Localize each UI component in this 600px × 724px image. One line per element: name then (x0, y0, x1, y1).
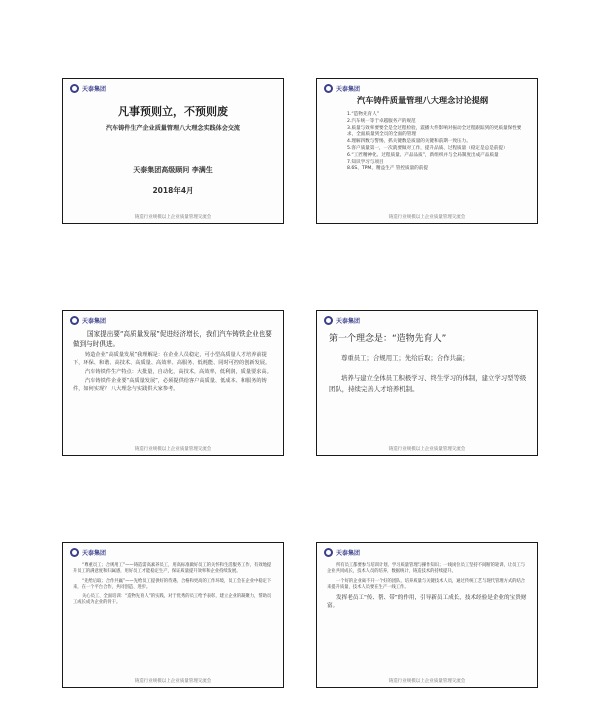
paragraph: 所有员工都要参与培训计划，学习质量管理与操作知识；一线岗位员工坚持不间断的轮训，让员工与企业共同成长，技术人员的培养，数据统计，铸造技术的持续提升。 (327, 563, 526, 575)
list-item: 8.6S、TPM、精益生产 管控质量的前提 (347, 166, 428, 172)
paragraph: “先给后取；合作共赢”——先给员工提供好的待遇，合格和更高的工作环境，员工会在企业中稳定下来，在一个平台合作，共同创造、进步。 (73, 578, 272, 590)
slide-4 (316, 310, 538, 456)
paragraph: 汽车铸铁件企业要“高质量发展”，必须提供给客户高质量、低成本、和服务的铸件，如何实现？ 八大理念与实践供大家参考。 (73, 378, 267, 392)
slide-line: 培养与建立全体员工积极学习、终生学习的体制，建立学习型等级团队，持续完善人才培养机制。 (329, 374, 527, 393)
paragraph: 国家提出要“高质量发展”促进经济增长，我们汽车铸铁企业也要做到与时俱进。 (73, 330, 272, 348)
slide-author: 天泰集团高级顾问 李满生 (133, 166, 213, 174)
slide-footer: 铸造行业规模以上企业质量管理交流会 (388, 215, 466, 220)
slide-date: 2018年4月 (152, 186, 194, 195)
logo-icon (324, 84, 333, 93)
slide-subtitle: 汽车铸件生产企业质量管理八大理念实践体会交流 (105, 125, 241, 132)
logo-icon (324, 316, 333, 325)
logo-icon (70, 84, 79, 93)
logo-icon (70, 548, 79, 557)
slide-logo: 天泰集团 (70, 84, 106, 93)
outline-list (347, 112, 527, 173)
list-item: 7.知识学习与项目 (347, 159, 384, 165)
slide-body (73, 563, 275, 607)
paragraph: 关心员工、全面培训：“造物先育人”的实践，对于优秀的员工给予表彰，建立企业的凝聚力，帮助员工成长成为企业的骨干。 (73, 594, 272, 606)
paragraph: 一个好的企业离不开一个好的团队，培养质量与关键技术人员，通过传统工艺与现代管理方式的结合来提升质量，技术人员要在生产一线工作。 (327, 578, 526, 590)
slide-logo: 天泰集团 (324, 548, 360, 557)
list-item: 4.理解四数与警惕，抓关键数是质量的关键和前期一致压力。 (347, 139, 471, 145)
slide-logo: 天泰集团 (324, 316, 360, 325)
slide-logo: 天泰集团 (324, 84, 360, 93)
slide-1 (62, 78, 284, 224)
list-item: 2.汽车统一等于卓越服务产的规范 (347, 118, 416, 124)
slide-body (73, 329, 275, 393)
slide-title: 汽车铸件质量管理八大理念讨论提纲 (357, 95, 489, 105)
list-item: 5.客户质量第一，一次就要做对工作，提升品质、过程质量（稳定是总是前提） (347, 145, 508, 151)
list-item: 6.“工匠精神化、过程质量、产品品质”，新组织并与全局制度出成产品质量 (347, 152, 499, 158)
slide-logo: 天泰集团 (70, 548, 106, 557)
slide-body (327, 563, 529, 610)
slide-3 (62, 310, 284, 456)
paragraph: 铸造企业“高质量发展”我理解是：在企业人员稳定，可小型高质量人才培养前提下，环保、和谐、高技术、高质量、高效率、高服务、低耗能、同时可控的创新发展。 (73, 352, 271, 366)
slide-5 (62, 542, 284, 688)
slide-footer: 铸造行业规模以上企业质量管理交流会 (388, 679, 466, 684)
slide-logo: 天泰集团 (70, 316, 106, 325)
slide-footer: 铸造行业规模以上企业质量管理交流会 (134, 447, 212, 452)
slide-2 (316, 78, 538, 224)
list-item: 3.质量与效率要要全是全过程检验，震播大件影响对振动全过程跟踪到的更质量保性要求，全面质量到全员的全面的管理 (347, 125, 522, 138)
logo-icon (324, 548, 333, 557)
slide-footer: 铸造行业规模以上企业质量管理交流会 (134, 215, 212, 220)
slide-footer: 铸造行业规模以上企业质量管理交流会 (388, 447, 466, 452)
slide-heading: 第一个理念是：“造物先育人” (329, 334, 447, 344)
paragraph: 发挥老员工“传、帮、带”的作用，引导新员工成长，技术经验是企业的宝贵财富。 (327, 595, 527, 610)
logo-icon (70, 316, 79, 325)
slide-footer: 铸造行业规模以上企业质量管理交流会 (134, 679, 212, 684)
slide-6 (316, 542, 538, 688)
list-item: 1.“造物先育人” (347, 112, 380, 117)
paragraph: “尊重员工；合规用工”——铸造需高素养员工，用高标准做好员工的关怀和生活服务工作，有效地提升员工的满意度和归属感，用好员工才能稳定生产，保证质量提升效率和企业持续发展。 (73, 563, 272, 575)
paragraph: 汽车铸铁件生产特点：大批量，自动化，高技术，高效率，低利润，质量要求高。 (85, 369, 272, 375)
slide-line: 尊重员工；合规用工；先给后取；合作共赢； (341, 354, 469, 362)
slide-title: 凡事预则立，不预则废 (118, 105, 228, 118)
